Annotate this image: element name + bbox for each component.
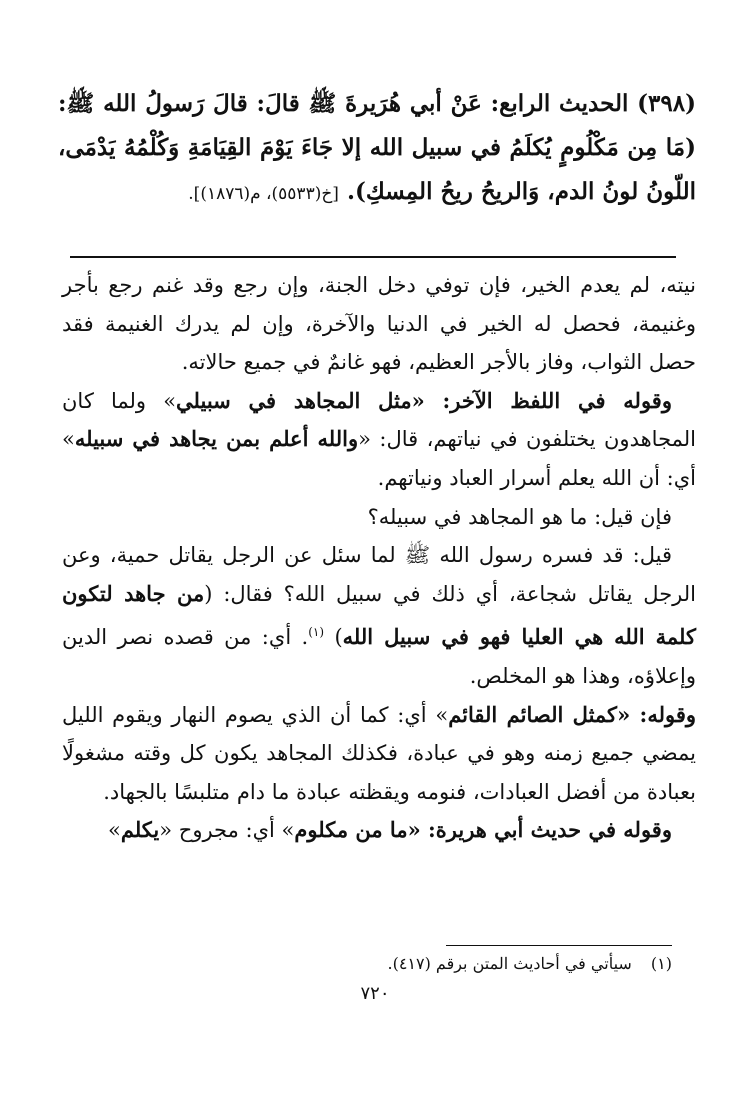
commentary-paragraph-4: قيل: قد فسره رسول الله ﷺ لما سئل عن الرجل يقاتل حمية، وعن الرجل يقاتل شجاعة، أي ذلك في سبيل الله؟ فقال: (من جاهد لتكون كلمة الله هي العليا فهو في سبيل الله) $^{(١)}$. أي: من قصده نصر الدين وإعلاؤه، وهذا هو المخلص. (62, 543, 697, 688)
bold-quote: يكلم (120, 817, 160, 843)
bold-lead: وقوله في اللفظ الآخر: « (411, 387, 672, 413)
commentary-paragraph-5: وقوله: «كمثل الصائم القائم» أي: كما أن الذي يصوم النهار ويقوم الليل يمضي جميع زمنه وهو في عبادة، فكذلك المجاهد يكون كل وقته مشغولًا بعبادة من أفضل العبادات، فنومه ويقظته عبادة ما دام متلبسًا بالجهاد. (62, 701, 696, 804)
hadith-block (58, 82, 696, 216)
bold-quote: كمثل الصائم القائم (448, 701, 618, 727)
footnote-number: (١) (650, 954, 672, 973)
bold-quote: من جاهد لتكون كلمة الله هي العليا فهو في سبيل الله (62, 580, 696, 650)
hadith-text: (٣٩٨) الحديث الرابع: عَنْ أبي هُرَيرةَ ﷺ قالَ: قالَ رَسولُ الله ﷺ: (مَا مِن مَكْلُومٍ يُكلَمُ في سبيل الله إلا جَاءَ يَوْمَ القِيَامَةِ وَكُلْمُهُ يَدْمَى، اللّونُ لونُ الدم، وَالريحُ ريحُ المِسكِ). (58, 90, 696, 205)
bold-quote: والله أعلم بمن يجاهد في سبيله (74, 426, 359, 452)
footnote (62, 951, 672, 977)
bold-lead: وقوله: « (617, 701, 696, 727)
hadith-reference: [خ(٥٥٣٣)، م(١٨٧٦)]. (188, 184, 339, 204)
footnote-text: سيأتي في أحاديث المتن برقم (٤١٧). (387, 954, 632, 973)
commentary-paragraph-1: نيته، لم يعدم الخير، فإن توفي دخل الجنة، وإن رجع وقد غنم رجع بأجر وغنيمة، فحصل له الخير في الدنيا والآخرة، وإن لم يدرك الغنيمة فقد حصل الثواب، وفاز بالأجر العظيم، فهو غانمٌ في جميع حالاته. (62, 273, 696, 375)
commentary-paragraph-3: فإن قيل: ما هو المجاهد في سبيله؟ (367, 504, 672, 529)
footnote-divider (446, 945, 672, 946)
section-divider (70, 256, 676, 258)
bold-quote: ما من مكلوم (294, 817, 408, 843)
bold-quote: مثل المجاهد في سبيلي (176, 387, 412, 413)
commentary-paragraph-2: وقوله في اللفظ الآخر: «مثل المجاهد في سبيلي» ولما كان المجاهدون يختلفون في نياتهم، قال: «والله أعلم بمن يجاهد في سبيله» أي: أن الله يعلم أسرار العباد ونياتهم. (62, 387, 696, 490)
commentary-paragraph-6: وقوله في حديث أبي هريرة: «ما من مكلوم» أي: مجروح «يكلم» (108, 817, 672, 843)
page-number: ٧٢٠ (360, 983, 390, 1004)
bold-lead: وقوله في حديث أبي هريرة: « (407, 817, 672, 843)
footnote-marker: (١) (308, 625, 325, 640)
commentary-block (62, 266, 696, 850)
